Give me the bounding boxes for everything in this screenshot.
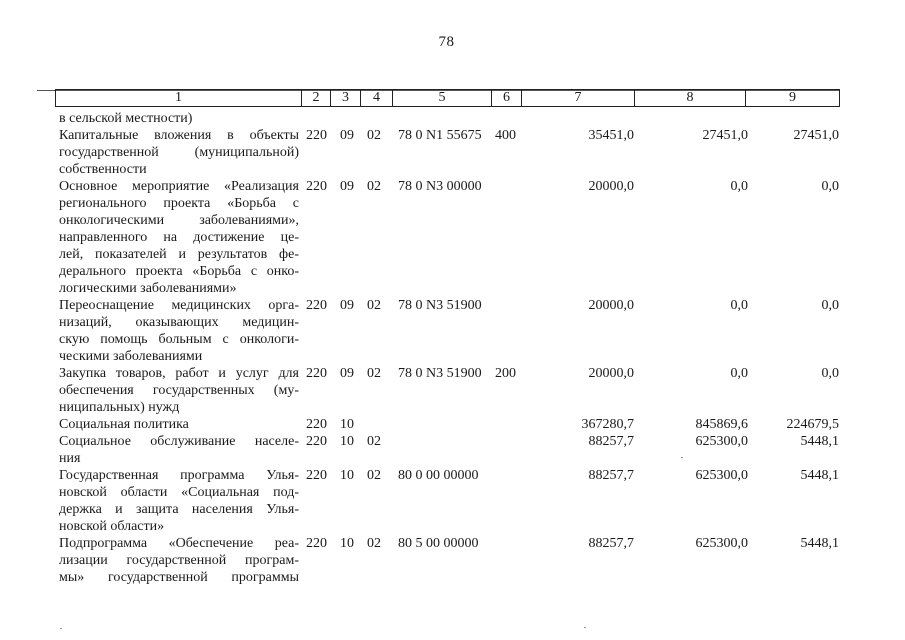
code-section-cell: 09 — [340, 128, 354, 143]
code-subsection-cell: 02 — [367, 179, 381, 194]
scan-speck — [584, 627, 586, 628]
code-target-article-cell: 78 0 N3 00000 — [398, 179, 482, 194]
table-row — [0, 365, 905, 416]
code-target-article-cell: 78 0 N3 51900 — [398, 366, 482, 381]
amount-col8-cell: 625300,0 — [695, 536, 748, 551]
column-header-4: 4 — [360, 90, 392, 106]
code-ministry-cell: 220 — [306, 128, 327, 143]
code-subsection-cell: 02 — [367, 434, 381, 449]
amount-col9-cell: 0,0 — [821, 298, 839, 313]
column-header-7: 7 — [521, 90, 634, 106]
code-subsection-cell: 02 — [367, 536, 381, 551]
code-target-article-cell: 80 5 00 00000 — [398, 536, 479, 551]
amount-col9-cell: 27451,0 — [793, 128, 839, 143]
row-name-line: ческими заболеваниями — [59, 349, 203, 364]
code-expense-type-cell: 200 — [495, 366, 516, 381]
row-name-line: Переоснащение медицинских орга- — [59, 298, 299, 313]
row-name-line: Подпрограмма «Обеспечение реа- — [59, 536, 299, 551]
row-name-line: низаций, оказывающих медицин- — [59, 315, 299, 330]
row-name-line: ниципальных) нужд — [59, 400, 180, 415]
column-header-1: 1 — [175, 90, 182, 105]
column-header-5: 5 — [392, 90, 491, 106]
column-header-8: 8 — [634, 90, 745, 106]
amount-col7-cell: 88257,7 — [588, 468, 634, 483]
code-section-cell: 10 — [340, 536, 354, 551]
code-expense-type-cell: 400 — [495, 128, 516, 143]
table-row — [0, 416, 905, 433]
scan-speck — [681, 457, 683, 458]
column-header-2: 2 — [301, 90, 330, 106]
column-header-3: 3 — [330, 90, 360, 106]
row-name-line: новской области «Социальная под- — [59, 485, 299, 500]
page-number: 78 — [438, 34, 455, 50]
row-name-line: лизации государственной програм- — [59, 553, 299, 568]
code-subsection-cell: 02 — [367, 468, 381, 483]
amount-col9-cell: 5448,1 — [800, 468, 839, 483]
row-name-line: обеспечения государственных (му- — [59, 383, 299, 398]
code-ministry-cell: 220 — [306, 468, 327, 483]
code-target-article-cell: 80 0 00 00000 — [398, 468, 479, 483]
row-name-line: ния — [59, 451, 81, 466]
table-row — [0, 535, 905, 586]
amount-col8-cell: 27451,0 — [702, 128, 748, 143]
amount-col8-cell: 625300,0 — [695, 468, 748, 483]
table-row — [0, 178, 905, 297]
amount-col8-cell — [642, 110, 748, 127]
code-ministry-cell: 220 — [306, 298, 327, 313]
row-name-line: дерального проекта «Борьба с онко- — [59, 264, 299, 279]
table-row — [0, 297, 905, 365]
row-name-line: Государственная программа Улья- — [59, 468, 299, 483]
column-header-6: 6 — [491, 90, 521, 106]
code-section-cell: 10 — [340, 434, 354, 449]
row-name-line: в сельской местности) — [59, 111, 193, 126]
row-name-line: направленного на достижение це- — [59, 230, 299, 245]
amount-col9-cell — [752, 110, 839, 127]
amount-col8-cell: 845869,6 — [695, 417, 748, 432]
column-header-9: 9 — [745, 90, 839, 106]
code-subsection-cell: 02 — [367, 128, 381, 143]
amount-col7-cell: 88257,7 — [588, 434, 634, 449]
code-section-cell: 10 — [340, 468, 354, 483]
code-subsection-cell: 02 — [367, 366, 381, 381]
amount-col7-cell: 20000,0 — [588, 366, 634, 381]
amount-col8-cell: 0,0 — [730, 366, 748, 381]
amount-col7-cell: 367280,7 — [581, 417, 634, 432]
row-name-line: мы» государственной программы — [59, 570, 299, 585]
code-ministry-cell: 220 — [306, 179, 327, 194]
code-section-cell: 09 — [340, 366, 354, 381]
amount-col7-cell: 88257,7 — [588, 536, 634, 551]
code-section-cell: 09 — [340, 298, 354, 313]
amount-col9-cell: 0,0 — [821, 366, 839, 381]
row-name-line: держка и защита населения Улья- — [59, 502, 299, 517]
amount-col9-cell: 5448,1 — [800, 536, 839, 551]
amount-col8-cell: 625300,0 — [695, 434, 748, 449]
amount-col9-cell: 224679,5 — [786, 417, 839, 432]
scan-speck — [60, 628, 62, 629]
row-name-line: онкологическими заболеваниями», — [59, 213, 299, 228]
amount-col7-cell: 20000,0 — [588, 298, 634, 313]
row-name-line: лей, показателей и результатов фе- — [59, 247, 299, 262]
table-row — [0, 467, 905, 535]
code-target-article-cell: 78 0 N1 55675 — [398, 128, 482, 143]
code-target-article-cell: 78 0 N3 51900 — [398, 298, 482, 313]
row-name-line: собственности — [59, 162, 147, 177]
table-row — [0, 110, 905, 127]
row-name-line: Социальная политика — [59, 417, 189, 432]
code-ministry-cell: 220 — [306, 536, 327, 551]
row-name-line: Закупка товаров, работ и услуг для — [59, 366, 299, 381]
table-row — [0, 127, 905, 178]
code-section-cell: 09 — [340, 179, 354, 194]
amount-col7-cell: 20000,0 — [588, 179, 634, 194]
code-ministry-cell: 220 — [306, 366, 327, 381]
amount-col8-cell: 0,0 — [730, 298, 748, 313]
amount-col9-cell: 0,0 — [821, 179, 839, 194]
row-name-line: новской области» — [59, 519, 165, 534]
amount-col7-cell — [532, 110, 634, 127]
amount-col9-cell: 5448,1 — [800, 434, 839, 449]
table-row — [0, 433, 905, 467]
code-ministry-cell: 220 — [306, 434, 327, 449]
row-name-line: регионального проекта «Борьба с — [59, 196, 299, 211]
amount-col8-cell: 0,0 — [730, 179, 748, 194]
row-name-line: скую помощь больным с онкологи- — [59, 332, 299, 347]
row-name-line: Социальное обслуживание населе- — [59, 434, 299, 449]
row-name-line: государственной (муниципальной) — [59, 145, 299, 160]
code-subsection-cell: 02 — [367, 298, 381, 313]
amount-col7-cell: 35451,0 — [588, 128, 634, 143]
code-ministry-cell: 220 — [306, 417, 327, 432]
table-header-row — [55, 89, 840, 107]
row-name-line: Капитальные вложения в объекты — [59, 128, 299, 143]
row-name-line: логическими заболеваниями» — [59, 281, 237, 296]
row-name-line: Основное мероприятие «Реализация — [59, 179, 299, 194]
code-section-cell: 10 — [340, 417, 354, 432]
